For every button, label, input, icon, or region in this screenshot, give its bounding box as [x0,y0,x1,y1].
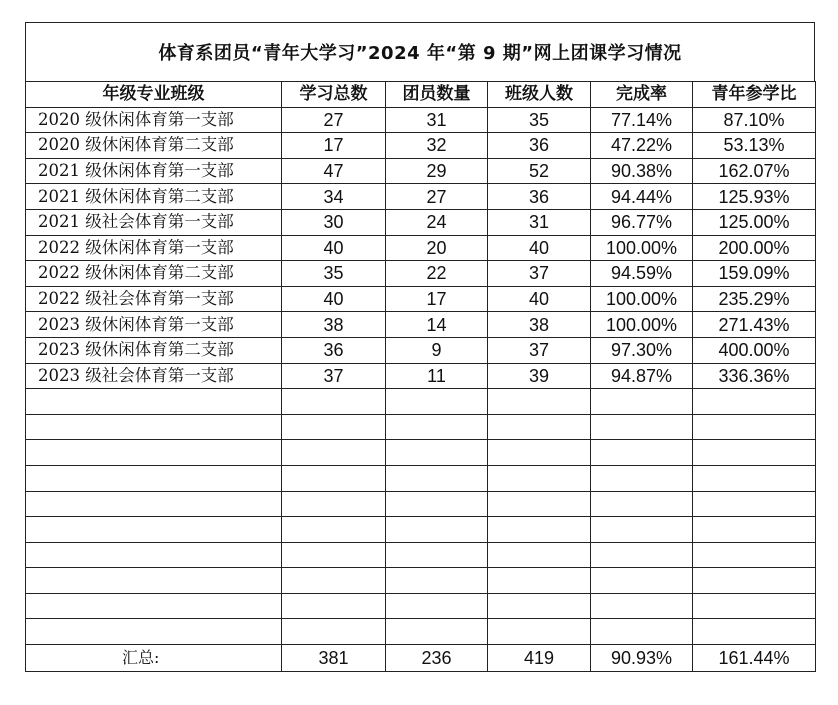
cell-youth-ratio: 235.29% [693,286,816,312]
cell-class-name: 2023 级休闲体育第一支部 [26,312,282,338]
empty-cell [386,568,488,594]
empty-cell [386,593,488,619]
header-completion-rate: 完成率 [591,82,693,108]
empty-cell [693,465,816,491]
empty-cell [26,414,282,440]
empty-cell [693,542,816,568]
summary-youth-ratio: 161.44% [693,645,816,672]
empty-cell [591,619,693,645]
empty-row [26,465,816,491]
empty-cell [26,568,282,594]
cell-completion-rate: 90.38% [591,158,693,184]
empty-cell [26,465,282,491]
empty-cell [26,491,282,517]
cell-class-name: 2023 级休闲体育第二支部 [26,337,282,363]
cell-class-size: 35 [488,107,591,133]
cell-member-count: 14 [386,312,488,338]
empty-row [26,491,816,517]
empty-cell [693,619,816,645]
cell-study-total: 40 [282,286,386,312]
empty-cell [693,414,816,440]
header-member-count: 团员数量 [386,82,488,108]
header-class-size: 班级人数 [488,82,591,108]
table-row [26,337,816,363]
empty-row [26,619,816,645]
cell-class-name: 2020 级休闲体育第一支部 [26,107,282,133]
cell-study-total: 35 [282,261,386,287]
cell-member-count: 27 [386,184,488,210]
empty-cell [488,389,591,415]
empty-cell [386,542,488,568]
empty-cell [488,593,591,619]
cell-class-name: 2020 级休闲体育第二支部 [26,133,282,159]
cell-class-name: 2021 级休闲体育第一支部 [26,158,282,184]
cell-member-count: 32 [386,133,488,159]
cell-completion-rate: 97.30% [591,337,693,363]
cell-study-total: 34 [282,184,386,210]
cell-study-total: 36 [282,337,386,363]
empty-cell [386,517,488,543]
cell-study-total: 17 [282,133,386,159]
cell-class-size: 40 [488,235,591,261]
empty-row [26,517,816,543]
header-youth-ratio: 青年参学比 [693,82,816,108]
summary-row [26,645,816,672]
empty-cell [282,389,386,415]
empty-cell [386,465,488,491]
cell-member-count: 31 [386,107,488,133]
cell-class-size: 38 [488,312,591,338]
cell-study-total: 30 [282,209,386,235]
cell-completion-rate: 94.59% [591,261,693,287]
cell-class-name: 2022 级休闲体育第二支部 [26,261,282,287]
report-sheet [25,22,815,672]
empty-row [26,414,816,440]
empty-cell [488,517,591,543]
cell-youth-ratio: 162.07% [693,158,816,184]
header-study-total: 学习总数 [282,82,386,108]
cell-class-name: 2023 级社会体育第一支部 [26,363,282,389]
cell-class-name: 2022 级社会体育第一支部 [26,286,282,312]
empty-cell [693,491,816,517]
header-row [26,82,816,108]
cell-member-count: 11 [386,363,488,389]
cell-member-count: 24 [386,209,488,235]
cell-member-count: 17 [386,286,488,312]
empty-cell [591,517,693,543]
empty-cell [26,440,282,466]
cell-completion-rate: 100.00% [591,286,693,312]
cell-youth-ratio: 53.13% [693,133,816,159]
table-row [26,133,816,159]
empty-cell [591,465,693,491]
empty-cell [488,491,591,517]
cell-member-count: 9 [386,337,488,363]
empty-cell [693,389,816,415]
summary-label: 汇总: [26,645,282,672]
cell-study-total: 37 [282,363,386,389]
empty-cell [26,593,282,619]
empty-cell [488,440,591,466]
empty-cell [693,517,816,543]
summary-completion-rate: 90.93% [591,645,693,672]
table-row [26,107,816,133]
cell-class-name: 2021 级休闲体育第二支部 [26,184,282,210]
empty-cell [26,517,282,543]
empty-cell [282,619,386,645]
table-row [26,209,816,235]
empty-cell [488,465,591,491]
empty-cell [693,568,816,594]
cell-study-total: 40 [282,235,386,261]
table-row [26,158,816,184]
table-row [26,363,816,389]
cell-member-count: 20 [386,235,488,261]
empty-cell [282,593,386,619]
empty-cell [591,542,693,568]
empty-cell [693,593,816,619]
cell-completion-rate: 94.87% [591,363,693,389]
table-row [26,261,816,287]
study-table [25,81,816,672]
empty-cell [26,619,282,645]
summary-class-size: 419 [488,645,591,672]
cell-youth-ratio: 271.43% [693,312,816,338]
cell-class-name: 2022 级休闲体育第一支部 [26,235,282,261]
empty-row [26,593,816,619]
empty-cell [386,619,488,645]
empty-row [26,440,816,466]
report-title: 体育系团员“青年大学习”2024 年“第 9 期”网上团课学习情况 [25,22,815,81]
cell-youth-ratio: 336.36% [693,363,816,389]
cell-class-size: 40 [488,286,591,312]
cell-youth-ratio: 400.00% [693,337,816,363]
empty-cell [386,440,488,466]
empty-cell [386,414,488,440]
cell-class-size: 36 [488,133,591,159]
empty-cell [591,593,693,619]
table-row [26,286,816,312]
empty-cell [282,440,386,466]
empty-cell [282,491,386,517]
header-class: 年级专业班级 [26,82,282,108]
empty-cell [386,389,488,415]
cell-class-size: 36 [488,184,591,210]
empty-cell [591,440,693,466]
cell-completion-rate: 96.77% [591,209,693,235]
empty-row [26,568,816,594]
cell-class-size: 31 [488,209,591,235]
cell-class-name: 2021 级社会体育第一支部 [26,209,282,235]
cell-member-count: 29 [386,158,488,184]
empty-cell [282,414,386,440]
empty-cell [26,542,282,568]
cell-class-size: 52 [488,158,591,184]
empty-cell [386,491,488,517]
cell-completion-rate: 100.00% [591,312,693,338]
cell-member-count: 22 [386,261,488,287]
table-row [26,184,816,210]
empty-cell [282,568,386,594]
cell-completion-rate: 47.22% [591,133,693,159]
cell-completion-rate: 94.44% [591,184,693,210]
cell-class-size: 37 [488,337,591,363]
empty-row [26,542,816,568]
cell-study-total: 27 [282,107,386,133]
empty-cell [591,389,693,415]
empty-cell [488,568,591,594]
cell-youth-ratio: 200.00% [693,235,816,261]
cell-youth-ratio: 125.00% [693,209,816,235]
cell-youth-ratio: 159.09% [693,261,816,287]
cell-study-total: 47 [282,158,386,184]
empty-cell [591,414,693,440]
empty-cell [26,389,282,415]
cell-class-size: 39 [488,363,591,389]
table-row [26,235,816,261]
cell-study-total: 38 [282,312,386,338]
cell-youth-ratio: 125.93% [693,184,816,210]
empty-cell [591,568,693,594]
empty-cell [488,414,591,440]
empty-cell [488,542,591,568]
empty-cell [488,619,591,645]
empty-cell [282,542,386,568]
empty-cell [693,440,816,466]
summary-study-total: 381 [282,645,386,672]
empty-cell [591,491,693,517]
empty-cell [282,517,386,543]
empty-row [26,389,816,415]
empty-cell [282,465,386,491]
cell-class-size: 37 [488,261,591,287]
cell-completion-rate: 77.14% [591,107,693,133]
cell-youth-ratio: 87.10% [693,107,816,133]
cell-completion-rate: 100.00% [591,235,693,261]
summary-member-count: 236 [386,645,488,672]
table-row [26,312,816,338]
